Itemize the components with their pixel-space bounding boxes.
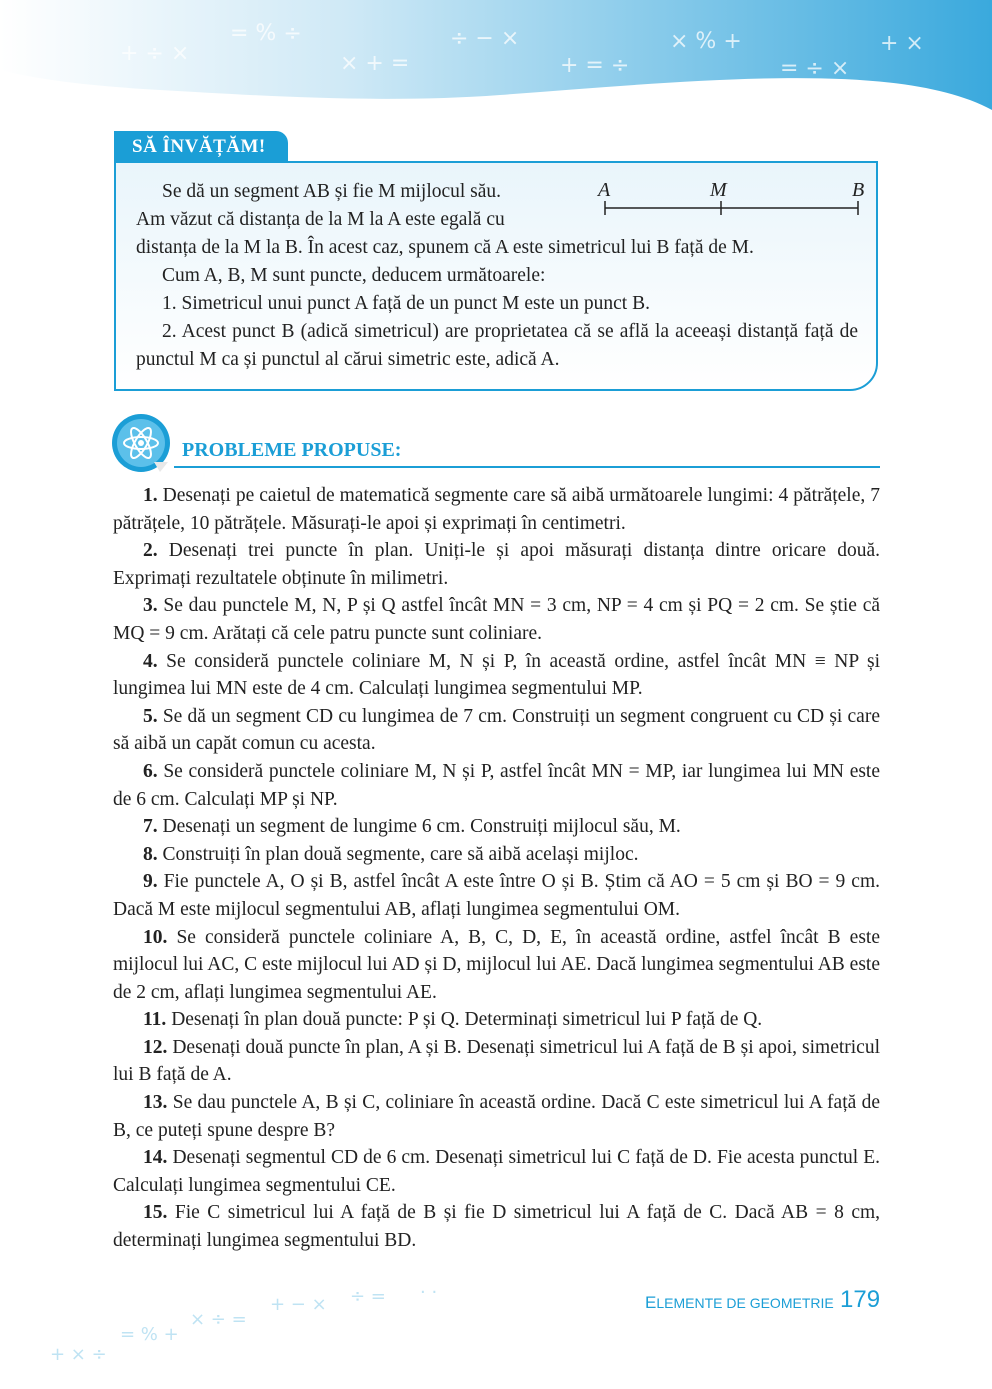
- problem-item: 1. Desenați pe caietul de matematică segmente care să aibă următoarele lungimi: 4 pătrățele, 7 pătrățele, 10 pătrățele. Măsurați-le apoi și exprimați în centimetri.: [113, 485, 880, 534]
- svg-text:= % +: = % +: [120, 1324, 179, 1345]
- problem-item: 12. Desenați două puncte în plan, A și B. Desenați simetricul lui A față de B și apoi, simetricul lui B față de A.: [113, 1036, 881, 1086]
- segment-label-m: M: [710, 179, 727, 201]
- problems-divider: [174, 466, 880, 468]
- bottom-decoration: [40, 1280, 500, 1370]
- svg-text:= ÷ ×: = ÷ ×: [780, 56, 850, 81]
- learn-paragraph-4: Cum A, B, M sunt puncte, deducem următoarele:: [162, 265, 546, 286]
- chapter-title: ELEMENTE DE GEOMETRIE: [645, 1293, 834, 1312]
- problem-item: 9. Fie punctele A, O și B, astfel încât A este între O și B. Știm că AO = 5 cm și BO = 9 cm. Dacă M este mijlocul segmentului AB, aflați lungimea segmentului OM.: [113, 871, 880, 920]
- learn-paragraph-3: distanța de la M la B. În acest caz, spunem că A este simetricul lui B față de M.: [136, 237, 754, 258]
- svg-text:+ = ÷: + = ÷: [560, 53, 630, 78]
- svg-text:÷ − ×: ÷ − ×: [450, 26, 520, 51]
- svg-text:÷ =: ÷ =: [350, 1286, 386, 1307]
- learn-paragraph-5: 1. Simetricul unui punct A față de un punct M este un punct B.: [162, 293, 650, 314]
- learn-paragraph-1: Se dă un segment AB și fie M mijlocul său.: [162, 181, 502, 202]
- page-number: 179: [840, 1286, 881, 1313]
- problems-list: [113, 482, 880, 1255]
- learn-paragraph-2: Am văzut că distanța de la M la A este egală cu: [136, 209, 505, 230]
- svg-text:= % ÷: = % ÷: [230, 21, 302, 46]
- learn-tab-title: SĂ ÎNVĂȚĂM!: [114, 131, 288, 161]
- learn-paragraph-6: 2. Acest punct B (adică simetricul) are proprietatea că se află la aceeași distanță față de punctul M ca și punctul al cărui simetric este, adică A.: [136, 321, 858, 370]
- problem-item: 8. Construiți în plan două segmente, care să aibă același mijloc.: [143, 843, 639, 865]
- problem-item: 2. Desenați trei puncte în plan. Uniți-le și apoi măsurați distanța dintre oricare două. Exprimați rezultatele obținute în milimetri.: [113, 540, 880, 589]
- problem-item: 5. Se dă un segment CD cu lungimea de 7 cm. Construiți un segment congruent cu CD și care să aibă un capăt comun cu acesta.: [113, 705, 880, 755]
- svg-text:+ ÷ ×: + ÷ ×: [120, 41, 190, 66]
- svg-text:× ÷ =: × ÷ =: [190, 1309, 247, 1330]
- problem-item: 11. Desenați în plan două puncte: P și Q. Determinați simetricul lui P față de Q.: [143, 1009, 763, 1031]
- segment-diagram: [596, 176, 866, 226]
- problem-item: 4. Se consideră punctele coliniare M, N și P, în această ordine, astfel încât MN ≡ NP și lungimea lui MN este de 4 cm. Calculați lungimea segmentului MP.: [113, 650, 881, 700]
- problem-item: 15. Fie C simetricul lui A față de B și fie D simetricul lui A față de C. Dacă AB = 8 cm, determinați lungimea segmentului BD.: [113, 1202, 881, 1252]
- svg-text:+ − ×: + − ×: [270, 1294, 327, 1315]
- problems-title: PROBLEME PROPUSE:: [182, 439, 402, 461]
- problem-item: 6. Se consideră punctele coliniare M, N și P, astfel încât MN = MP, iar lungimea lui MN este de 6 cm. Calculați MP și NP.: [113, 760, 881, 810]
- problem-item: 13. Se dau punctele A, B și C, coliniare în această ordine. Dacă C este simetricul lui A față de B, ce puteți spune despre B?: [113, 1092, 881, 1141]
- top-decorative-band: [0, 0, 992, 120]
- svg-text:+ × ÷: + × ÷: [50, 1344, 107, 1365]
- problem-item: 7. Desenați un segment de lungime 6 cm. Construiți mijlocul său, M.: [143, 816, 681, 838]
- svg-text:· ·: · ·: [420, 1282, 438, 1303]
- problem-item: 14. Desenați segmentul CD de 6 cm. Desenați simetricul lui C față de D. Fie acesta punctul E. Calculați lungimea segmentului CE.: [113, 1147, 881, 1196]
- problem-item: 10. Se consideră punctele coliniare A, B, C, D, E, în această ordine, astfel încât B este mijlocul lui AC, C este mijlocul lui AD și D, mijlocul lui AE. Dacă lungimea segmentului AB este de 2 cm, aflați lungimea segmentului AE.: [113, 926, 881, 1003]
- problem-item: 3. Se dau punctele M, N, P și Q astfel încât MN = 3 cm, NP = 4 cm și PQ = 2 cm. Se știe că MQ = 9 cm. Arătați că cele patru puncte sunt coliniare.: [113, 595, 881, 644]
- svg-text:+ ×: + ×: [880, 31, 924, 56]
- svg-text:× % +: × % +: [670, 29, 742, 54]
- segment-label-b: B: [852, 179, 865, 201]
- segment-label-a: A: [598, 179, 611, 201]
- svg-text:× + =: × + =: [340, 51, 410, 76]
- problems-header: [110, 412, 880, 472]
- atom-icon: [110, 412, 172, 474]
